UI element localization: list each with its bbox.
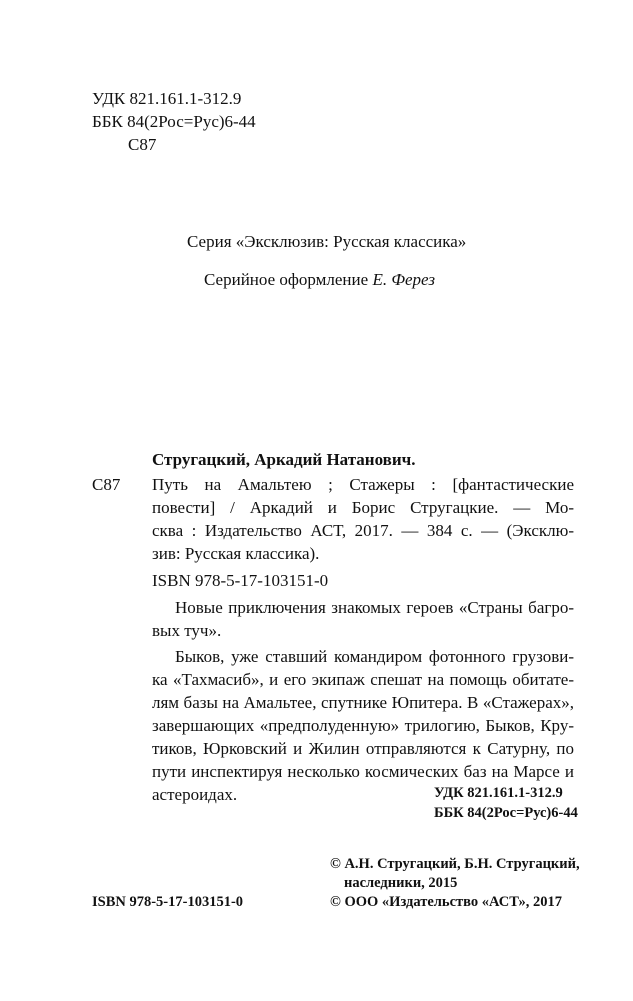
annotation-line: Новые приключения знакомых героев «Страны багро- xyxy=(175,598,574,617)
annotation-line: пути инспектируя несколько космических баз на Марсе и xyxy=(152,762,574,781)
footer-isbn: ISBN 978-5-17-103151-0 xyxy=(92,894,244,910)
catalog-author-mark: С87 xyxy=(92,475,121,494)
udk-code: УДК 821.161.1-312.9 xyxy=(92,89,242,108)
description-line: Путь на Амальтею ; Стажеры : [фантастические xyxy=(152,475,574,494)
author-mark: С87 xyxy=(128,135,157,154)
copyright-line: наследники, 2015 xyxy=(344,875,458,891)
annotation-line: астероидах. xyxy=(152,785,238,804)
catalog-isbn: ISBN 978-5-17-103151-0 xyxy=(152,571,329,590)
bbk-code: ББК 84(2Рос=Рус)6-44 xyxy=(92,112,256,131)
annotation-line: вых туч». xyxy=(152,621,222,640)
copyright-line: © ООО «Издательство «АСТ», 2017 xyxy=(330,894,563,910)
copyright-line: © А.Н. Стругацкий, Б.Н. Стругацкий, xyxy=(330,856,580,872)
author-heading: Стругацкий, Аркадий Натанович. xyxy=(152,450,416,469)
description-line: повести] / Аркадий и Борис Стругацкие. — Мо- xyxy=(152,498,574,517)
udk-small: УДК 821.161.1-312.9 xyxy=(434,785,563,801)
annotation-line: Быков, уже ставший командиром фотонного грузови- xyxy=(175,647,574,666)
description-line: сква : Издательство АСТ, 2017. — 384 с. — (Эксклю- xyxy=(152,521,574,540)
annotation-line: ка «Тахмасиб», и его экипаж спешат на помощь обитате- xyxy=(152,670,574,689)
design-label: Серийное оформление xyxy=(204,270,369,289)
annotation-line: лям базы на Амальтее, спутнике Юпитера. В «Стажерах», xyxy=(152,693,574,712)
annotation-line: тиков, Юрковский и Жилин отправляются к Сатурну, по xyxy=(152,739,574,758)
designer-name: Е. Ферез xyxy=(372,270,435,289)
series-design-line xyxy=(204,269,435,291)
annotation-line: завершающих «предполуденную» трилогию, Быков, Кру- xyxy=(152,716,574,735)
bbk-small: ББК 84(2Рос=Рус)6-44 xyxy=(434,805,578,821)
series-line: Серия «Эксклюзив: Русская классика» xyxy=(187,232,467,251)
description-line: зив: Русская классика). xyxy=(152,544,320,563)
